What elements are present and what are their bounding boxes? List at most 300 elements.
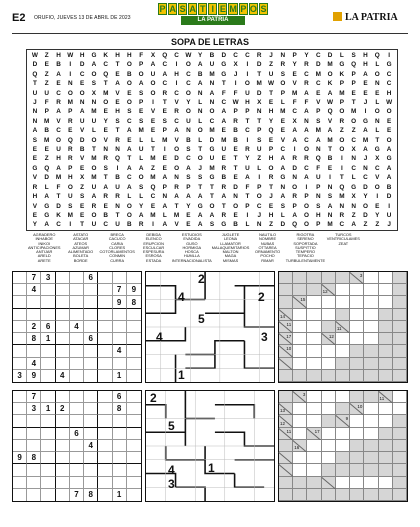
wordsearch-letter: I	[364, 108, 367, 116]
wordsearch-letter: E	[103, 127, 108, 135]
kakuro-cell	[307, 452, 321, 464]
kakuro-cell	[350, 333, 364, 345]
wordsearch-letter: R	[68, 117, 73, 125]
wordsearch-letter: Q	[327, 108, 333, 116]
word-item: GUSO	[186, 240, 198, 246]
wordsearch-letter: A	[197, 193, 203, 201]
sudoku-cell	[41, 345, 55, 357]
wordsearch-letter: F	[221, 89, 226, 97]
logo-letter: S	[179, 4, 186, 14]
sudoku-cell	[13, 391, 27, 403]
wordsearch-letter: O	[138, 70, 144, 78]
logo-letter: I	[208, 3, 217, 15]
sudoku-cell	[127, 321, 141, 333]
wordsearch-letter: L	[44, 183, 49, 191]
wordsearch-letter: M	[221, 136, 227, 144]
kakuro-clue: 9	[345, 416, 349, 422]
wordsearch-letter: H	[68, 174, 73, 182]
wordsearch-letter: D	[44, 174, 50, 182]
wordsearch-letter: E	[115, 70, 120, 78]
wordsearch-letter: I	[329, 174, 331, 182]
wordsearch-letter: U	[245, 164, 250, 172]
kakuro-cell	[293, 428, 307, 440]
wordsearch-letter: V	[79, 127, 85, 135]
sudoku-cell	[84, 391, 98, 403]
sudoku-cell: 6	[113, 391, 127, 403]
kakuro-cell	[350, 345, 364, 357]
wordsearch-letter: O	[292, 183, 298, 191]
word-item: POCHO	[260, 253, 275, 259]
kakuro-cell	[279, 477, 293, 489]
sudoku-cell	[113, 440, 127, 452]
wordsearch-letter: Z	[269, 221, 273, 229]
wordsearch-letter: L	[257, 164, 262, 172]
wordsearch-letter: M	[150, 155, 156, 163]
wordsearch-letter: O	[56, 136, 61, 144]
wordsearch-letter: O	[79, 89, 85, 97]
wordsearch-letter: I	[175, 80, 178, 88]
kakuro-clue-cell	[336, 321, 350, 333]
wordsearch-letter: O	[244, 80, 250, 88]
wordsearch-letter: M	[162, 136, 168, 144]
sudoku-cell: 7	[70, 489, 84, 501]
wordsearch-letter: L	[198, 136, 203, 144]
wordsearch-letter: E	[162, 164, 167, 172]
wordsearch-letter: G	[209, 146, 215, 154]
kakuro-clue-cell	[350, 272, 364, 284]
wordsearch-letter: H	[363, 61, 368, 69]
wordsearch-letter: O	[174, 164, 180, 172]
wordsearch-letter: U	[315, 174, 321, 182]
wordsearch-letter: L	[139, 155, 144, 163]
wordsearch-letter: M	[209, 127, 215, 135]
sudoku-cell: 1	[113, 489, 127, 501]
wordsearch-letter: A	[186, 193, 191, 201]
word-item: ASTATO	[73, 232, 89, 237]
kakuro-cell	[336, 272, 350, 284]
kakuro-clue-cell	[279, 333, 293, 345]
wordsearch-letter: C	[256, 202, 262, 210]
sudoku-cell	[70, 391, 84, 403]
sudoku-cell	[98, 370, 112, 382]
brand-name: LA PATRIA	[345, 12, 398, 23]
wordsearch-letter: R	[103, 193, 109, 201]
sudoku-cell	[98, 452, 112, 464]
word-item: LLAMATOR	[220, 240, 241, 246]
wordsearch-letter: V	[292, 80, 297, 88]
wordsearch-letter: E	[186, 221, 191, 229]
kakuro-cell	[307, 415, 321, 427]
kakuro-clue: 12	[328, 334, 334, 340]
word-item: ATACAR	[73, 236, 89, 242]
wordsearch-letter: N	[174, 174, 179, 182]
wordsearch-letter: U	[186, 117, 191, 125]
wordsearch-letter: N	[374, 80, 380, 88]
sudoku-cell	[56, 284, 70, 296]
wordsearch-letter: M	[150, 211, 156, 219]
sudoku-cell	[84, 345, 98, 357]
wordsearch-letter: C	[292, 108, 297, 116]
wordsearch-letter: I	[340, 164, 343, 172]
wordsearch-letter: R	[68, 155, 73, 163]
sudoku-cell	[127, 391, 141, 403]
kakuro-clue-cell	[322, 477, 336, 489]
wordsearch-letter: R	[292, 155, 297, 163]
wordsearch-letter: D	[79, 61, 85, 69]
wordsearch-letter: P	[44, 108, 49, 116]
wordsearch-letter: O	[91, 70, 97, 78]
sudoku-cell	[84, 464, 98, 476]
sudoku-cell	[27, 428, 41, 440]
sudoku-cell	[127, 333, 141, 345]
wordsearch-letter: A	[197, 61, 203, 69]
wordsearch-letter: T	[174, 202, 179, 210]
wordsearch-letter: E	[386, 127, 392, 135]
wordsearch-letter: B	[233, 221, 238, 229]
wordsearch-letter: T	[198, 183, 203, 191]
wordsearch-letter: Z	[269, 61, 273, 69]
sudoku-cell	[127, 272, 141, 284]
wordsearch-letter: E	[375, 202, 380, 210]
wordsearch-letter: O	[150, 80, 156, 88]
kakuro-cell	[350, 296, 364, 308]
word-item: ESTADA	[145, 257, 162, 263]
sudoku-cell	[41, 464, 55, 476]
wordsearch-letter: T	[91, 146, 96, 154]
wordsearch-letter: I	[116, 164, 119, 172]
wordsearch-letter: Q	[374, 52, 380, 59]
wordsearch-letter: L	[151, 136, 155, 144]
wordsearch-letter: X	[351, 146, 356, 154]
word-item: ALIMENTADO	[68, 249, 94, 255]
wordsearch-letter: A	[32, 127, 38, 135]
wordsearch-letter: O	[103, 99, 109, 107]
wordsearch-letter: M	[209, 164, 215, 172]
wordsearch-letter: O	[374, 108, 380, 116]
wordsearch-letter: A	[115, 80, 120, 88]
wordsearch-letter: E	[103, 202, 108, 210]
sudoku-cell	[127, 358, 141, 370]
wordsearch-letter: A	[44, 221, 50, 229]
wordsearch-letter: Y	[375, 211, 380, 219]
kakuro-cell	[293, 477, 307, 489]
wordsearch-letter: O	[91, 136, 97, 144]
word-item: BOLETA	[73, 253, 89, 259]
wordsearch-letter: P	[316, 108, 321, 116]
wordsearch-letter: A	[304, 89, 309, 97]
wordsearch-letter: D	[292, 164, 297, 172]
wordsearch-letter: E	[127, 136, 132, 144]
block-number: 2	[198, 272, 205, 286]
sudoku-cell	[41, 370, 55, 382]
wordsearch-letter: A	[186, 164, 191, 172]
wordsearch-letter: E	[386, 117, 392, 125]
kakuro-cell	[393, 333, 407, 345]
sudoku-cell	[113, 477, 127, 489]
wordsearch-letter: S	[79, 193, 85, 201]
sudoku-cell	[127, 309, 141, 321]
sudoku-cell	[56, 345, 70, 357]
kakuro-clue-cell	[293, 296, 307, 308]
kakuro-cell	[307, 284, 321, 296]
kakuro-cell	[364, 452, 378, 464]
wordsearch-letter: P	[351, 70, 356, 78]
wordsearch-letter: S	[32, 136, 38, 144]
wordsearch-letter: S	[351, 52, 356, 59]
wordsearch-letter: N	[292, 174, 297, 182]
wordsearch-letter: J	[198, 164, 202, 172]
wordsearch-letter: C	[245, 127, 250, 135]
wordsearch-letter: V	[280, 136, 285, 144]
sudoku-cell	[56, 272, 70, 284]
kakuro-clue: 3	[302, 392, 306, 397]
kakuro-cell	[393, 370, 407, 382]
wordsearch-letter: A	[209, 211, 215, 219]
wordsearch-letter: Q	[32, 70, 38, 78]
sudoku-cell: 8	[27, 452, 41, 464]
word-item: INHABOE	[35, 236, 53, 242]
word-item: CONMIN	[109, 253, 126, 259]
kakuro-clue-cell	[279, 428, 293, 440]
word-column	[135, 233, 171, 269]
kakuro-cell	[307, 370, 321, 382]
wordsearch-letter: W	[185, 52, 192, 59]
wordsearch-letter: D	[79, 136, 85, 144]
wordsearch-letter: C	[186, 80, 191, 88]
sudoku-cell	[56, 440, 70, 452]
wordsearch-letter: C	[186, 70, 191, 78]
wordsearch-letter: C	[103, 221, 109, 229]
sudoku-cell: 9	[127, 284, 141, 296]
wordsearch-letter: J	[233, 70, 238, 78]
word-column	[212, 233, 250, 269]
wordsearch-letter: T	[375, 136, 380, 144]
wordsearch-letter: C	[221, 99, 227, 107]
sudoku-cell	[27, 415, 41, 427]
wordsearch-letter: R	[245, 146, 250, 154]
wordsearch-letter: Z	[44, 80, 49, 88]
wordsearch-letter: E	[32, 155, 38, 163]
wordsearch-letter: Y	[186, 99, 191, 107]
wordsearch-letter: D	[56, 202, 61, 210]
wordsearch-letter: B	[197, 70, 203, 78]
kakuro-cell	[393, 358, 407, 370]
wordsearch-letter: J	[387, 221, 391, 229]
wordsearch-letter: D	[315, 61, 321, 69]
wordsearch-letter: E	[68, 127, 73, 135]
sudoku-cell: 8	[84, 489, 98, 501]
kakuro-cell	[293, 415, 307, 427]
sudoku-cell	[70, 309, 84, 321]
wordsearch-letter: O	[303, 221, 309, 229]
wordsearch-letter: O	[374, 70, 380, 78]
sudoku-cell: 8	[27, 333, 41, 345]
wordsearch-letter: T	[233, 155, 238, 163]
wordsearch-letter: E	[162, 155, 167, 163]
wordsearch-letter: E	[127, 89, 132, 97]
wordsearch-letter: G	[221, 70, 227, 78]
wordsearch-letter: G	[339, 61, 345, 69]
wordsearch-letter: U	[209, 155, 215, 163]
kakuro-cell	[322, 403, 336, 415]
word-item: MALTON	[222, 249, 239, 255]
kakuro-cell	[350, 391, 364, 403]
wordsearch-letter: D	[32, 61, 38, 69]
wordsearch-letter: M	[280, 108, 286, 116]
kakuro-cell	[364, 440, 378, 452]
wordsearch-letter: Q	[292, 221, 298, 229]
sudoku-cell	[27, 440, 41, 452]
sudoku-cell	[98, 284, 112, 296]
wordsearch-letter: D	[363, 183, 368, 191]
wordsearch-letter: Q	[268, 127, 274, 135]
kakuro-cell	[307, 272, 321, 284]
kakuro-cell	[393, 464, 407, 476]
kakuro-cell	[393, 428, 407, 440]
wordsearch-letter: I	[69, 221, 72, 229]
wordsearch-letter: A	[150, 61, 156, 69]
wordsearch-letter: L	[91, 127, 96, 135]
wordsearch-letter: J	[269, 193, 273, 201]
sudoku-cell	[56, 333, 70, 345]
wordsearch-letter: V	[150, 108, 156, 116]
wordsearch-letter: A	[315, 136, 321, 144]
wordsearch-letter: P	[68, 164, 73, 172]
wordsearch-letter: Z	[351, 127, 356, 135]
kakuro-cell	[293, 403, 307, 415]
sudoku-cell	[98, 345, 112, 357]
kakuro-cell	[336, 452, 350, 464]
wordsearch-letter: C	[386, 80, 392, 88]
wordsearch-letter: E	[79, 80, 85, 88]
kakuro-cell	[393, 452, 407, 464]
wordsearch-letter: F	[316, 164, 321, 172]
wordsearch-letter: A	[56, 164, 61, 172]
wordsearch-letter: L	[280, 211, 285, 219]
sudoku-cell	[98, 272, 112, 284]
kakuro-cell	[379, 309, 393, 321]
wordsearch-letter: R	[174, 108, 179, 116]
wordsearch-letter: T	[269, 183, 273, 191]
wordsearch-letter: N	[327, 183, 333, 191]
kakuro-clue: 10	[357, 404, 363, 410]
wordsearch-letter: A	[197, 80, 203, 88]
wordsearch-letter: A	[363, 146, 368, 154]
kakuro-cell	[279, 296, 293, 308]
kakuro-clue-cell	[279, 345, 293, 357]
wordsearch-letter: Y	[103, 117, 108, 125]
kakuro-cell	[393, 477, 407, 489]
wordsearch-letter: P	[162, 127, 167, 135]
wordsearch-letter: A	[162, 202, 168, 210]
kakuro-cell	[322, 440, 336, 452]
wordsearch-letter: N	[351, 155, 356, 163]
wordsearch-letter: U	[209, 61, 215, 69]
wordsearch-letter: U	[91, 117, 97, 125]
wordsearch-letter: D	[233, 183, 238, 191]
wordsearch-letter: E	[186, 211, 191, 219]
wordsearch-letter: L	[339, 52, 344, 59]
sudoku-cell: 2	[56, 403, 70, 415]
wordsearch-letter: U	[150, 70, 156, 78]
wordsearch-letter: P	[339, 99, 344, 107]
wordsearch-letter: A	[386, 174, 392, 182]
kakuro-cell	[307, 440, 321, 452]
sudoku-cell	[13, 309, 27, 321]
kakuro-clue: 11	[336, 326, 342, 332]
wordsearch-letter: O	[351, 117, 357, 125]
wordsearch-letter: U	[268, 70, 274, 78]
wordsearch-letter: Z	[257, 155, 262, 163]
wordsearch-letter: C	[304, 70, 309, 78]
wordsearch-letter: T	[151, 146, 155, 154]
word-item: OTTAREA	[258, 244, 277, 250]
kakuro-cell	[322, 296, 336, 308]
sudoku-cell: 7	[27, 391, 41, 403]
wordsearch-letter: U	[386, 211, 392, 219]
wordsearch-letter: I	[305, 183, 308, 191]
wordsearch-letter: E	[280, 127, 285, 135]
wordsearch-letter: M	[138, 127, 144, 135]
sudoku-cell	[84, 309, 98, 321]
sudoku-cell	[13, 358, 27, 370]
wordsearch-letter: Z	[339, 127, 344, 135]
wordsearch-letter: E	[79, 211, 85, 219]
sudoku-cell	[13, 477, 27, 489]
wordsearch-letter: W	[67, 52, 74, 59]
wordsearch-letter: R	[221, 183, 227, 191]
wordsearch-letter: N	[339, 202, 345, 210]
sudoku-cell	[127, 452, 141, 464]
word-column	[249, 233, 285, 269]
kakuro-clue-cell	[307, 428, 321, 440]
sudoku-cell: 6	[84, 272, 98, 284]
kakuro-cell	[393, 345, 407, 357]
sudoku-cell: 1	[41, 333, 55, 345]
wordsearch-letter: P	[245, 108, 250, 116]
kakuro-cell	[336, 358, 350, 370]
sudoku-cell: 3	[27, 403, 41, 415]
word-column	[362, 233, 398, 269]
sudoku-cell	[13, 464, 27, 476]
wordsearch-letter: M	[91, 174, 97, 182]
wordsearch-letter: C	[209, 117, 215, 125]
kakuro-cell	[279, 489, 293, 501]
wordsearch-letter: V	[174, 99, 179, 107]
kakuro-cell	[393, 321, 407, 333]
sudoku-cell	[56, 415, 70, 427]
kakuro-cell	[393, 284, 407, 296]
sudoku-cell	[70, 415, 84, 427]
sudoku-cell	[113, 464, 127, 476]
wordsearch-letter: Q	[150, 183, 156, 191]
wordsearch-letter: F	[233, 89, 238, 97]
wordsearch-letter: S	[198, 174, 203, 182]
word-item: JUGLETE	[221, 232, 240, 237]
kakuro-clue-cell	[279, 415, 293, 427]
sudoku-cell	[98, 358, 112, 370]
wordsearch-letter: U	[56, 146, 61, 154]
kakuro-puzzle-2	[278, 390, 408, 502]
sudoku-cell	[98, 440, 112, 452]
wordsearch-letter: V	[56, 117, 61, 125]
wordsearch-letter: E	[268, 202, 274, 210]
wordsearch-letter: G	[44, 211, 50, 219]
kakuro-clue-cell	[279, 403, 293, 415]
wordsearch-letter: E	[103, 108, 108, 116]
wordsearch-letter: H	[268, 108, 274, 116]
sudoku-cell	[127, 440, 141, 452]
